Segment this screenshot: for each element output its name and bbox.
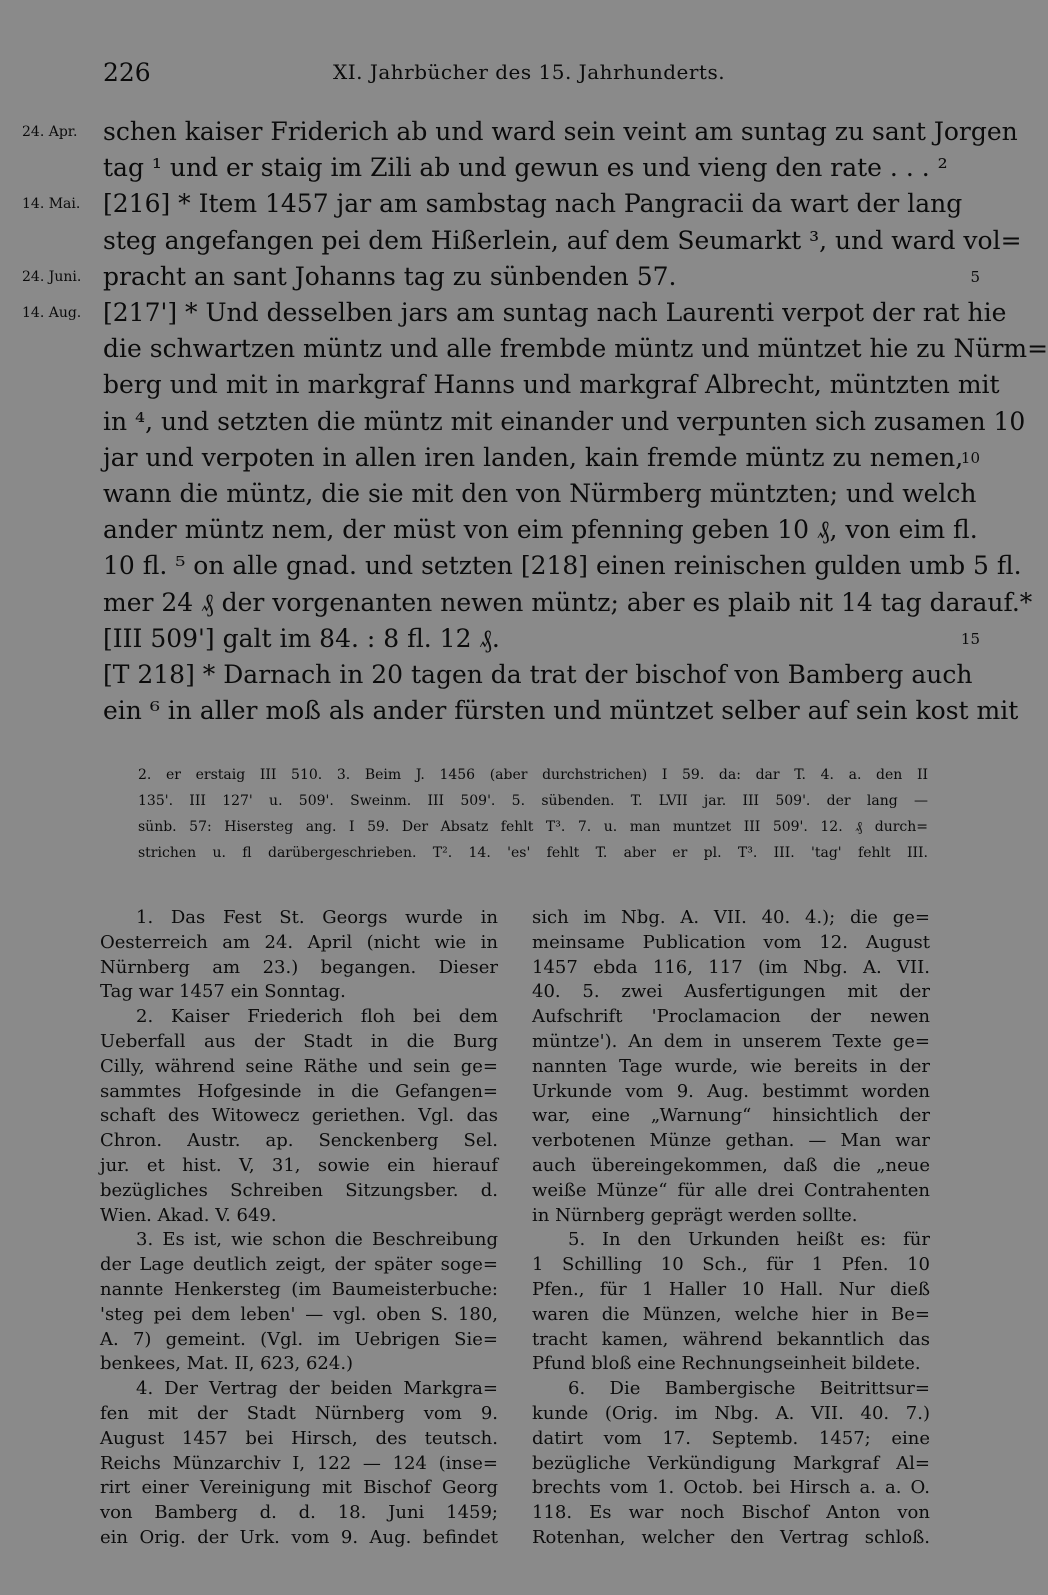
footnote-line: 6. Die Bambergische Beitrittsur= [568,1378,930,1400]
footnote-line: Ueberfall aus der Stadt in die Burg [100,1030,498,1052]
variant-readings [138,762,928,866]
footnote-line: in Nürnberg geprägt werden sollte. [532,1204,858,1226]
footnote-line: 1. Das Fest St. Georgs wurde in [136,907,498,928]
text-line: in ⁴, und setzten die müntz mit einander und verpunten sich zusamen 10 [103,406,1026,436]
footnote-line: von Bamberg d. d. 18. Juni 1459; [100,1502,498,1524]
footnote-line: Chron. Austr. ap. Senckenberg Sel. [100,1130,498,1152]
footnote-line: Urkunde vom 9. Aug. bestimmt worden [532,1080,930,1102]
text-line: schen kaiser Friderich ab und ward sein veint am suntag zu sant Jorgen [103,117,1018,146]
text-line: mer 24 ₰ der vorgenanten newen müntz; aber es plaib nit 14 tag darauf.* [103,587,1033,617]
footnote-line: rirt einer Vereinigung mit Bischof Georg [100,1477,498,1499]
text-line: die schwartzen müntz und alle frembde müntz und müntzet hie zu Nürm= [103,334,1048,364]
text-line: 10 fl. ⁵ on alle gnad. und setzten [218] einen reinischen gulden umb 5 fl. [103,551,1022,581]
variant-line: 135'. III 127' u. 509'. Sweinm. III 509'. 5. sübenden. T. LVII jar. III 509'. der lang — [138,793,928,809]
footnote-line: nannten Tage wurde, wie bereits in der [532,1055,930,1077]
footnote-line: verbotenen Münze gethan. — Man war [532,1130,930,1152]
text-line: [T 218] * Darnach in 20 tagen da trat der bischof von Bamberg auch [103,660,973,689]
page-number: 226 [103,58,151,87]
text-line: pracht an sant Johanns tag zu sünbenden 57. [103,261,677,291]
footnote-line: Pfund bloß eine Rechnungseinheit bildete. [532,1353,921,1375]
footnote-line: 5. In den Urkunden heißt es: für [568,1229,930,1251]
text-line: steg angefangen pei dem Hißerlein, auf dem Seumarkt ³, und ward vol= [103,225,1022,255]
footnote-line: sich im Nbg. A. VII. 40. 4.); die ge= [532,907,930,928]
footnote-line: Aufschrift 'Proclamacion der newen [532,1006,930,1028]
footnote-line: meinsame Publication vom 12. August [532,931,930,953]
variant-line: strichen u. fl darübergeschrieben. T². 14. 'es' fehlt T. aber er pl. T³. III. 'tag' fehlt III. [138,845,928,861]
footnote-line: Nürnberg am 23.) begangen. Dieser [100,956,498,978]
footnote-line: benkees, Mat. II, 623, 624.) [100,1353,354,1375]
footnote-line: August 1457 bei Hirsch, des teutsch. [100,1427,498,1449]
footnote-line: Pfen., für 1 Haller 10 Hall. Nur dieß [532,1278,930,1300]
footnote-line: war, eine „Warnung“ hinsichtlich der [532,1105,930,1127]
footnote-line: 1457 ebda 116, 117 (im Nbg. A. VII. [532,956,930,978]
footnotes-column-right [532,906,930,1551]
footnote-line: waren die Münzen, welche hier in Be= [532,1303,930,1325]
footnote-line: tracht kamen, während bekanntlich das [532,1328,930,1350]
margin-date: 14. Aug. [22,305,82,321]
line-number: 10 [960,448,980,467]
text-line: wann die müntz, die sie mit den von Nürmberg müntzten; und welch [103,479,977,508]
page-header [0,58,1000,92]
footnote-line: 4. Der Vertrag der beiden Markgra= [136,1378,498,1400]
text-line: [216] * Item 1457 jar am sambstag nach Pangracii da wart der lang [103,189,963,219]
text-line: [217'] * Und desselben jars am suntag nach Laurenti verpot der rat hie [103,298,1007,327]
footnote-line: 'steg pei dem leben' — vgl. oben S. 180, [100,1303,498,1325]
footnote-line: nannte Henkersteg (im Baumeisterbuche: [100,1278,498,1300]
footnote-line: A. 7) gemeint. (Vgl. im Uebrigen Sie= [100,1328,498,1350]
line-number: 5 [970,267,980,286]
footnote-line: fen mit der Stadt Nürnberg vom 9. [100,1402,498,1424]
text-line: berg und mit in markgraf Hanns und markgraf Albrecht, müntzten mit [103,370,1000,400]
footnote-line: jur. et hist. V, 31, sowie ein hierauf [100,1154,498,1176]
footnote-line: 3. Es ist, wie schon die Beschreibung [136,1229,498,1251]
footnote-line: 118. Es war noch Bischof Anton von [532,1502,930,1524]
text-line: tag ¹ und er staig im Zili ab und gewun es und vieng den rate . . . ² [103,153,948,183]
footnote-line: ein Orig. der Urk. vom 9. Aug. befindet [100,1526,498,1548]
footnote-line: 40. 5. zwei Ausfertigungen mit der [532,981,930,1003]
footnote-line: 1 Schilling 10 Sch., für 1 Pfen. 10 [532,1254,930,1276]
footnote-line: datirt vom 17. Septemb. 1457; eine [532,1427,930,1449]
footnote-line: kunde (Orig. im Nbg. A. VII. 40. 7.) [532,1402,930,1424]
footnote-line: bezügliches Schreiben Sitzungsber. d. [100,1179,498,1201]
footnote-line: Cilly, während seine Räthe und sein ge= [100,1055,498,1077]
footnote-line: 2. Kaiser Friederich floh bei dem [136,1006,498,1028]
footnote-line: auch übereingekommen, daß die „neue [532,1154,930,1176]
text-line: [III 509'] galt im 84. : 8 fl. 12 ₰. [103,623,500,653]
footnote-line: Tag war 1457 ein Sonntag. [100,981,346,1003]
footnote-line: Reichs Münzarchiv I, 122 — 124 (inse= [100,1452,498,1474]
footnote-line: brechts vom 1. Octob. bei Hirsch a. a. O. [532,1477,930,1499]
footnote-line: weiße Münze“ für alle drei Contrahenten [532,1179,930,1201]
footnote-line: Wien. Akad. V. 649. [100,1204,277,1226]
text-line: jar und verpoten in allen iren landen, kain fremde müntz zu nemen, [103,442,964,472]
margin-date: 14. Mai. [22,196,81,213]
footnote-line: der Lage deutlich zeigt, der später soge= [100,1254,498,1276]
footnote-line: bezügliche Verkündigung Markgraf Al= [532,1452,930,1474]
footnote-line: Rotenhan, welcher den Vertrag schloß. [532,1526,930,1548]
footnote-line: müntze'). An dem in unserem Texte ge= [532,1030,930,1052]
variant-line: 2. er erstaig III 510. 3. Beim J. 1456 (aber durchstrichen) I 59. da: dar T. 4. a. den II [138,767,928,783]
footnotes-column-left [100,906,498,1551]
variant-line: sünb. 57: Hisersteg ang. I 59. Der Absatz fehlt T³. 7. u. man muntzet III 509'. 12. ₰ durch= [138,819,928,835]
footnote-line: Oesterreich am 24. April (nicht wie in [100,931,498,953]
text-line: ein ⁶ in aller moß als ander fürsten und müntzet selber auf sein kost mit [103,696,1019,726]
running-title: XI. Jahrbücher des 15. Jahrhunderts. [333,60,726,84]
text-line: ander müntz nem, der müst von eim pfenning geben 10 ₰, von eim fl. [103,515,978,545]
footnote-line: sammtes Hofgesinde in die Gefangen= [100,1080,498,1102]
margin-date: 24. Apr. [22,124,78,140]
footnote-line: schaft des Witowecz geriethen. Vgl. das [100,1105,498,1127]
margin-date: 24. Juni. [22,268,82,285]
line-number: 15 [960,629,980,648]
